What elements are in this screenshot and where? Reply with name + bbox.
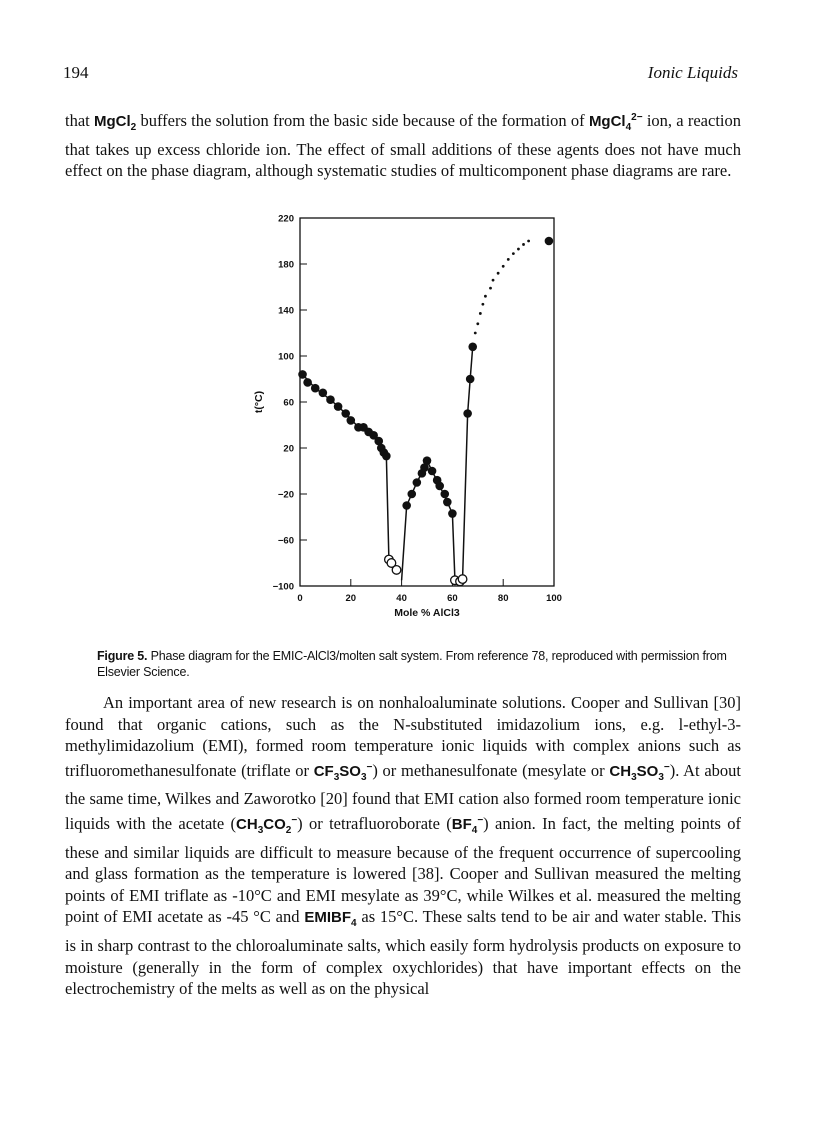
data-point <box>448 509 457 518</box>
figure-label: Figure 5. <box>97 649 148 663</box>
data-dot <box>492 279 495 282</box>
x-tick-label: 60 <box>447 593 458 604</box>
data-dot <box>502 265 505 268</box>
data-point <box>298 370 307 379</box>
y-tick-label: −20 <box>277 489 294 501</box>
data-dot <box>474 332 477 335</box>
data-dot <box>476 322 479 325</box>
data-dot <box>517 248 520 251</box>
data-point <box>402 501 411 510</box>
data-point <box>435 482 444 491</box>
data-dot <box>507 258 510 261</box>
data-dot <box>522 243 525 246</box>
y-tick-label: 100 <box>278 351 294 363</box>
data-dot <box>479 312 482 315</box>
y-tick-label: −60 <box>277 535 294 547</box>
formula-mgcl2: MgCl$_2$ <box>94 113 137 133</box>
data-dot <box>484 295 487 298</box>
y-axis-label: t(°C) <box>253 390 265 414</box>
data-point <box>382 452 391 461</box>
y-tick-label: −100 <box>272 581 294 593</box>
data-point <box>311 384 320 393</box>
data-point <box>423 456 432 465</box>
y-tick-label: 20 <box>283 443 294 455</box>
body-paragraph-2: An important area of new research is on nonhaloaluminate solutions. Cooper and Sullivan [30] found that organic cations, such as the N-substituted imidazolium ions, e.g. l-ethyl-3-methylimidazolium (EMI), formed room temperature ionic liquids with complex anions such as trifluoromethanesulfonate (triflate or $CF_3SO_3^-$) or methanesulfonate (mesylate or $CH_3SO_3^-$). At about the same time, Wilkes and Zaworotko [20] found that EMI cation also formed room temperature ionic liquids with the acetate $(CH_3CO_2^-)$ or tetrafluoroborate $(BF_4^-)$ anion. In fact, the melting points of these and similar liquids are difficult to measure because of the frequent occurrence of supercooling and glass formation as the temperature is lowered [38]. Cooper and Sullivan measured the melting points of EMI triflate as -10°C and EMI mesylate as 39°C, while Wilkes et al. measured the melting point of EMI acetate as -45 °C and $EMIBF_4$ as 15°C. These salts tend to be air and water stable. This is in sharp contrast to the chloroaluminate salts, which easily form hydrolysis products on exposure to moisture (generally in the form of complex oxychlorides) that have important effects on the electrochemistry of the melts as well as on the physical <box>65 693 742 999</box>
y-tick-label: 180 <box>278 259 294 271</box>
plot-frame <box>300 218 554 586</box>
data-point <box>334 402 343 411</box>
running-head: Ionic Liquids <box>647 63 738 82</box>
x-axis-label: Mole % AlCl3 <box>394 607 460 619</box>
data-dot <box>512 252 515 255</box>
data-point-open <box>392 566 401 575</box>
phase-diagram-figure <box>248 208 578 628</box>
formula-mgcl4: MgCl$_4^{2-}$ <box>588 112 643 133</box>
data-dot <box>489 287 492 290</box>
data-point <box>463 409 472 418</box>
formula-emibf4: $EMIBF_4$ <box>304 909 357 930</box>
data-point <box>466 375 475 384</box>
x-tick-label: 40 <box>396 593 407 604</box>
data-point <box>440 490 449 499</box>
page-number: 194 <box>63 63 89 82</box>
x-tick-label: 100 <box>546 593 562 604</box>
data-dot <box>471 343 474 346</box>
formula-cf3so3: $CF_3SO_3^-$ <box>313 761 373 783</box>
data-point <box>407 490 416 499</box>
data-dot <box>497 272 500 275</box>
x-tick-label: 0 <box>297 593 303 604</box>
y-tick-label: 140 <box>278 305 294 317</box>
y-tick-label: 220 <box>278 213 294 225</box>
curve-line <box>402 461 455 581</box>
data-dot <box>481 303 484 306</box>
formula-ch3so3: $CH_3SO_3^-$ <box>609 761 670 783</box>
x-tick-label: 80 <box>497 593 509 604</box>
y-tick-label: 60 <box>283 397 294 409</box>
figure-caption: Figure 5. Phase diagram for the EMIC-AlCl3/molten salt system. From reference 78, reproduced with permission from Elsevier Science. <box>97 649 727 679</box>
data-point <box>341 409 350 418</box>
data-point <box>413 478 422 487</box>
data-point <box>319 389 328 398</box>
formula-bf4: $BF_4^-$ <box>451 814 484 836</box>
data-point <box>303 378 312 387</box>
body-paragraph-1: that MgCl$_2$ buffers the solution from the basic side because of the formation of MgCl$_4^{2-}$ ion, a reaction that takes up excess chloride ion. The effect of small additions of these agents does not have much effect on the phase diagram, although systematic studies of multicomponent phase diagrams are rare. <box>65 111 742 181</box>
formula-ch3co2: $CH_3CO_2^-$ <box>236 814 298 836</box>
data-dot <box>527 240 530 243</box>
x-tick-label: 20 <box>345 593 357 604</box>
data-point <box>428 467 437 476</box>
data-point-open <box>458 575 467 584</box>
data-point <box>443 498 452 507</box>
data-point <box>326 395 335 404</box>
curve-line <box>303 374 389 559</box>
data-point <box>347 416 356 425</box>
phase-diagram-chart <box>248 208 578 628</box>
data-point <box>545 237 554 246</box>
